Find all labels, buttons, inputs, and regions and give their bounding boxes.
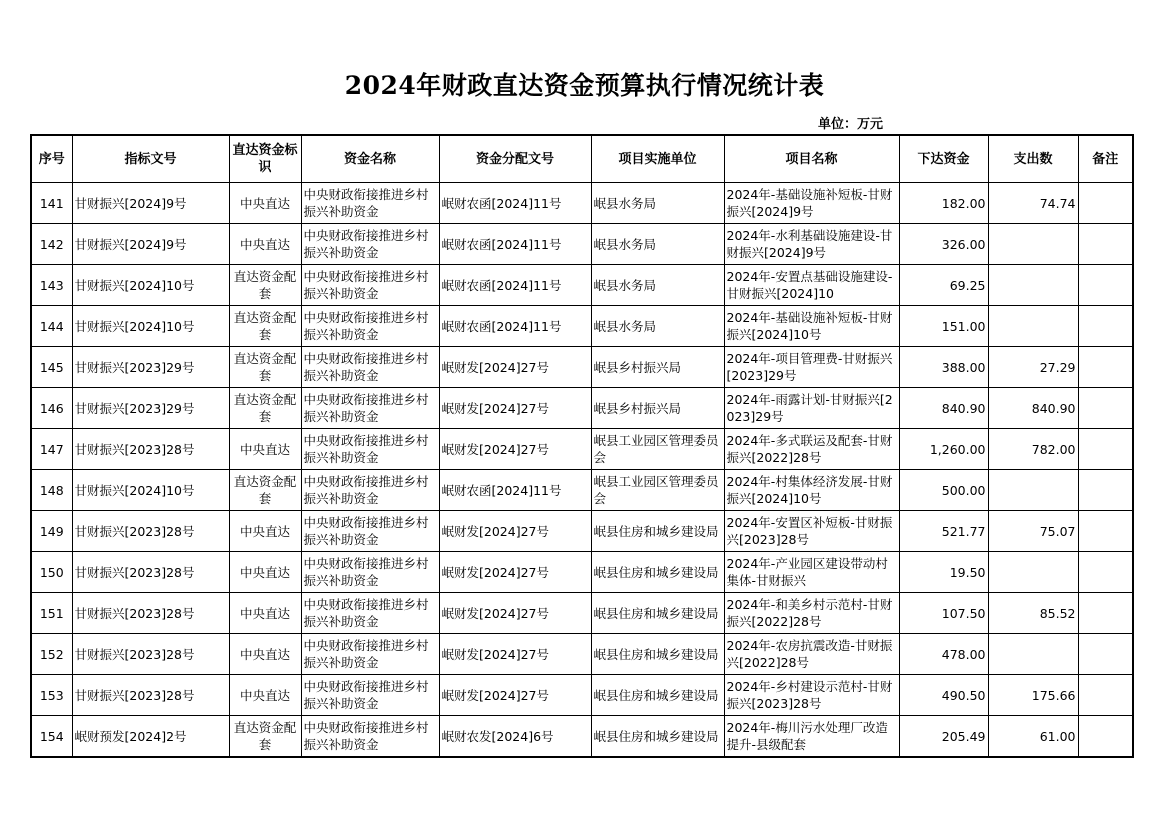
doc-no-cell: 甘财振兴[2023]29号 — [72, 347, 229, 388]
direct-flag-cell: 直达资金配套 — [229, 716, 301, 758]
allocation-doc-cell: 岷财发[2024]27号 — [439, 429, 591, 470]
doc-no-cell: 甘财振兴[2023]28号 — [72, 634, 229, 675]
seq-cell: 141 — [31, 183, 72, 224]
header-expenditure: 支出数 — [988, 135, 1078, 183]
remarks-cell — [1078, 511, 1133, 552]
direct-flag-cell: 中央直达 — [229, 634, 301, 675]
table-row — [31, 347, 1133, 388]
doc-no-cell: 甘财振兴[2023]28号 — [72, 511, 229, 552]
implementing-unit-cell: 岷县水务局 — [591, 306, 724, 347]
table-row — [31, 470, 1133, 511]
implementing-unit-cell: 岷县住房和城乡建设局 — [591, 675, 724, 716]
remarks-cell — [1078, 675, 1133, 716]
header-fund-name: 资金名称 — [301, 135, 439, 183]
expenditure-cell: 840.90 — [988, 388, 1078, 429]
seq-cell: 152 — [31, 634, 72, 675]
project-name-cell — [724, 511, 899, 552]
expenditure-cell: 782.00 — [988, 429, 1078, 470]
remarks-cell — [1078, 470, 1133, 511]
seq-cell: 148 — [31, 470, 72, 511]
expenditure-cell — [988, 470, 1078, 511]
fund-name-cell: 中央财政衔接推进乡村振兴补助资金 — [301, 265, 439, 306]
direct-flag-cell: 中央直达 — [229, 552, 301, 593]
project-name-text: 2024年-乡村建设示范村-甘财振兴[2023]28号 — [726, 679, 893, 711]
allocated-amount-cell: 500.00 — [899, 470, 988, 511]
project-name-cell — [724, 675, 899, 716]
allocated-amount-cell: 521.77 — [899, 511, 988, 552]
table-row — [31, 224, 1133, 265]
direct-flag-cell: 直达资金配套 — [229, 470, 301, 511]
header-direct-flag: 直达资金标识 — [229, 135, 301, 183]
project-name-cell — [724, 552, 899, 593]
project-name-cell — [724, 347, 899, 388]
fund-name-cell: 中央财政衔接推进乡村振兴补助资金 — [301, 593, 439, 634]
table-header-row — [31, 135, 1133, 183]
direct-flag-cell: 中央直达 — [229, 511, 301, 552]
allocation-doc-cell: 岷财农函[2024]11号 — [439, 306, 591, 347]
project-name-text: 2024年-水利基础设施建设-甘财振兴[2024]9号 — [726, 228, 893, 260]
header-doc-no: 指标文号 — [72, 135, 229, 183]
project-name-cell — [724, 183, 899, 224]
project-name-text: 2024年-村集体经济发展-甘财振兴[2024]10号 — [726, 474, 893, 506]
allocated-amount-cell: 69.25 — [899, 265, 988, 306]
project-name-text: 2024年-多式联运及配套-甘财振兴[2022]28号 — [726, 433, 893, 465]
project-name-cell — [724, 716, 899, 758]
seq-cell: 150 — [31, 552, 72, 593]
remarks-cell — [1078, 593, 1133, 634]
project-name-text: 2024年-基础设施补短板-甘财振兴[2024]10号 — [726, 310, 893, 342]
project-name-cell — [724, 593, 899, 634]
allocation-doc-cell: 岷财发[2024]27号 — [439, 388, 591, 429]
doc-no-cell: 甘财振兴[2024]9号 — [72, 183, 229, 224]
expenditure-cell — [988, 552, 1078, 593]
allocated-amount-cell: 326.00 — [899, 224, 988, 265]
header-seq: 序号 — [31, 135, 72, 183]
expenditure-cell: 75.07 — [988, 511, 1078, 552]
doc-no-cell: 甘财振兴[2024]9号 — [72, 224, 229, 265]
project-name-text: 2024年-安置区补短板-甘财振兴[2023]28号 — [726, 515, 893, 547]
allocated-amount-cell: 182.00 — [899, 183, 988, 224]
direct-flag-cell: 直达资金配套 — [229, 347, 301, 388]
remarks-cell — [1078, 429, 1133, 470]
fund-name-cell: 中央财政衔接推进乡村振兴补助资金 — [301, 511, 439, 552]
allocation-doc-cell: 岷财农函[2024]11号 — [439, 224, 591, 265]
seq-cell: 146 — [31, 388, 72, 429]
seq-cell: 151 — [31, 593, 72, 634]
expenditure-cell — [988, 634, 1078, 675]
allocated-amount-cell: 1,260.00 — [899, 429, 988, 470]
fund-name-cell: 中央财政衔接推进乡村振兴补助资金 — [301, 675, 439, 716]
expenditure-cell: 85.52 — [988, 593, 1078, 634]
fund-name-cell: 中央财政衔接推进乡村振兴补助资金 — [301, 183, 439, 224]
allocation-doc-cell: 岷财农函[2024]11号 — [439, 183, 591, 224]
seq-cell: 154 — [31, 716, 72, 758]
project-name-text: 2024年-梅川污水处理厂改造提升-县级配套 — [726, 720, 888, 752]
table-row — [31, 388, 1133, 429]
doc-no-cell: 甘财振兴[2023]28号 — [72, 593, 229, 634]
unit-label: 单位：万元 — [818, 117, 884, 132]
fund-name-cell: 中央财政衔接推进乡村振兴补助资金 — [301, 634, 439, 675]
seq-cell: 145 — [31, 347, 72, 388]
expenditure-cell: 27.29 — [988, 347, 1078, 388]
project-name-text: 2024年-产业园区建设带动村集体-甘财振兴 — [726, 556, 888, 588]
allocation-doc-cell: 岷财农发[2024]6号 — [439, 716, 591, 758]
allocated-amount-cell: 490.50 — [899, 675, 988, 716]
implementing-unit-cell: 岷县水务局 — [591, 183, 724, 224]
doc-no-cell: 甘财振兴[2023]28号 — [72, 429, 229, 470]
header-allocated-amount: 下达资金 — [899, 135, 988, 183]
direct-flag-cell: 中央直达 — [229, 429, 301, 470]
table-row — [31, 306, 1133, 347]
page-title: 2024年财政直达资金预算执行情况统计表 — [344, 71, 825, 100]
doc-no-cell: 甘财振兴[2024]10号 — [72, 306, 229, 347]
project-name-text: 2024年-基础设施补短板-甘财振兴[2024]9号 — [726, 187, 893, 219]
implementing-unit-cell: 岷县水务局 — [591, 265, 724, 306]
fund-name-cell: 中央财政衔接推进乡村振兴补助资金 — [301, 429, 439, 470]
seq-cell: 142 — [31, 224, 72, 265]
expenditure-cell: 175.66 — [988, 675, 1078, 716]
seq-cell: 147 — [31, 429, 72, 470]
fund-name-cell: 中央财政衔接推进乡村振兴补助资金 — [301, 306, 439, 347]
header-project-name: 项目名称 — [724, 135, 899, 183]
fund-name-cell: 中央财政衔接推进乡村振兴补助资金 — [301, 224, 439, 265]
implementing-unit-cell: 岷县住房和城乡建设局 — [591, 593, 724, 634]
expenditure-cell — [988, 306, 1078, 347]
implementing-unit-cell: 岷县住房和城乡建设局 — [591, 634, 724, 675]
seq-cell: 149 — [31, 511, 72, 552]
remarks-cell — [1078, 265, 1133, 306]
allocated-amount-cell: 478.00 — [899, 634, 988, 675]
allocated-amount-cell: 205.49 — [899, 716, 988, 758]
project-name-cell — [724, 224, 899, 265]
implementing-unit-cell: 岷县住房和城乡建设局 — [591, 716, 724, 758]
budget-table — [30, 134, 1134, 758]
table-row — [31, 634, 1133, 675]
allocation-doc-cell: 岷财农函[2024]11号 — [439, 470, 591, 511]
table-row — [31, 552, 1133, 593]
remarks-cell — [1078, 716, 1133, 758]
fund-name-cell: 中央财政衔接推进乡村振兴补助资金 — [301, 470, 439, 511]
allocation-doc-cell: 岷财发[2024]27号 — [439, 593, 591, 634]
allocated-amount-cell: 19.50 — [899, 552, 988, 593]
remarks-cell — [1078, 183, 1133, 224]
direct-flag-cell: 中央直达 — [229, 183, 301, 224]
direct-flag-cell: 直达资金配套 — [229, 265, 301, 306]
table-row — [31, 429, 1133, 470]
implementing-unit-cell: 岷县水务局 — [591, 224, 724, 265]
allocation-doc-cell: 岷财发[2024]27号 — [439, 511, 591, 552]
header-remarks: 备注 — [1078, 135, 1133, 183]
allocation-doc-cell: 岷财发[2024]27号 — [439, 634, 591, 675]
project-name-text: 2024年-项目管理费-甘财振兴[2023]29号 — [726, 351, 893, 383]
project-name-cell — [724, 429, 899, 470]
table-row — [31, 511, 1133, 552]
implementing-unit-cell: 岷县住房和城乡建设局 — [591, 511, 724, 552]
expenditure-cell — [988, 224, 1078, 265]
expenditure-cell: 74.74 — [988, 183, 1078, 224]
doc-no-cell: 甘财振兴[2023]28号 — [72, 675, 229, 716]
fund-name-cell: 中央财政衔接推进乡村振兴补助资金 — [301, 388, 439, 429]
doc-no-cell: 甘财振兴[2023]29号 — [72, 388, 229, 429]
expenditure-cell: 61.00 — [988, 716, 1078, 758]
fund-name-cell: 中央财政衔接推进乡村振兴补助资金 — [301, 552, 439, 593]
table-row — [31, 183, 1133, 224]
allocated-amount-cell: 151.00 — [899, 306, 988, 347]
direct-flag-cell: 中央直达 — [229, 224, 301, 265]
allocation-doc-cell: 岷财发[2024]27号 — [439, 552, 591, 593]
allocation-doc-cell: 岷财发[2024]27号 — [439, 675, 591, 716]
fund-name-cell: 中央财政衔接推进乡村振兴补助资金 — [301, 347, 439, 388]
header-allocation-doc: 资金分配文号 — [439, 135, 591, 183]
implementing-unit-cell: 岷县工业园区管理委员会 — [591, 470, 724, 511]
project-name-cell — [724, 388, 899, 429]
remarks-cell — [1078, 306, 1133, 347]
remarks-cell — [1078, 347, 1133, 388]
implementing-unit-cell: 岷县住房和城乡建设局 — [591, 552, 724, 593]
allocation-doc-cell: 岷财农函[2024]11号 — [439, 265, 591, 306]
project-name-cell — [724, 306, 899, 347]
project-name-cell — [724, 634, 899, 675]
project-name-text: 2024年-农房抗震改造-甘财振兴[2022]28号 — [726, 638, 893, 670]
implementing-unit-cell: 岷县乡村振兴局 — [591, 347, 724, 388]
allocated-amount-cell: 107.50 — [899, 593, 988, 634]
table-row — [31, 593, 1133, 634]
implementing-unit-cell: 岷县乡村振兴局 — [591, 388, 724, 429]
allocation-doc-cell: 岷财发[2024]27号 — [439, 347, 591, 388]
project-name-cell — [724, 470, 899, 511]
seq-cell: 153 — [31, 675, 72, 716]
doc-no-cell: 甘财振兴[2023]28号 — [72, 552, 229, 593]
project-name-text: 2024年-和美乡村示范村-甘财振兴[2022]28号 — [726, 597, 893, 629]
header-implementing-unit: 项目实施单位 — [591, 135, 724, 183]
project-name-cell — [724, 265, 899, 306]
doc-no-cell: 甘财振兴[2024]10号 — [72, 265, 229, 306]
doc-no-cell: 岷财预发[2024]2号 — [72, 716, 229, 758]
expenditure-cell — [988, 265, 1078, 306]
project-name-text: 2024年-雨露计划-甘财振兴[2023]29号 — [726, 392, 893, 424]
table-row — [31, 716, 1133, 758]
direct-flag-cell: 中央直达 — [229, 593, 301, 634]
direct-flag-cell: 直达资金配套 — [229, 306, 301, 347]
fund-name-cell: 中央财政衔接推进乡村振兴补助资金 — [301, 716, 439, 758]
remarks-cell — [1078, 388, 1133, 429]
doc-no-cell: 甘财振兴[2024]10号 — [72, 470, 229, 511]
remarks-cell — [1078, 634, 1133, 675]
direct-flag-cell: 中央直达 — [229, 675, 301, 716]
remarks-cell — [1078, 552, 1133, 593]
remarks-cell — [1078, 224, 1133, 265]
project-name-text: 2024年-安置点基础设施建设-甘财振兴[2024]10 — [726, 269, 893, 301]
table-row — [31, 265, 1133, 306]
allocated-amount-cell: 840.90 — [899, 388, 988, 429]
allocated-amount-cell: 388.00 — [899, 347, 988, 388]
seq-cell: 143 — [31, 265, 72, 306]
direct-flag-cell: 直达资金配套 — [229, 388, 301, 429]
seq-cell: 144 — [31, 306, 72, 347]
implementing-unit-cell: 岷县工业园区管理委员会 — [591, 429, 724, 470]
table-row — [31, 675, 1133, 716]
